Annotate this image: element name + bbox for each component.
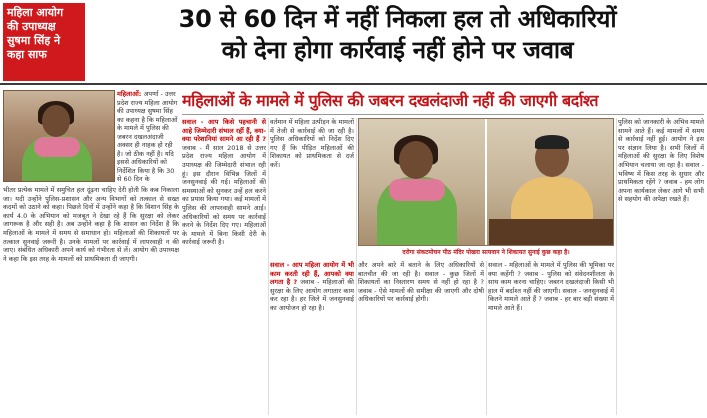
portrait-photo [3,90,115,182]
caption-text: अपर्णा - उत्तर प्रदेश राज्य महिला आयोग की उपाध्यक्ष सुषमा सिंह का कहना है कि महिलाओं के मामले में पुलिस की जबरन दखलअंदाजी अक्सर ही नाहक हो रही है। जो ठीक नहीं है। यदि इससे अधिकारियों को निर्देशित किया है कि 30 से 60 दिन के [117,90,178,182]
article-column-3 [270,261,354,415]
answer-text: जवाब - महिलाओं की सुरक्षा के लिए आयोग लगातार काम कर रहा है। हर जिले में जनसुनवाई का आयोजन हो रहा है। [270,278,354,312]
top-divider [0,83,707,85]
interview-photo-caption: दरोगा संकटमोचन पीठ मंदिर पोखरा सत्यवान ने शिकायत सुनाई कुछ कहा है। [402,249,570,256]
interview-photo [358,118,614,246]
article-column-4: और अपने बारे में बताने के लिए अधिकारियों से बातचीत की जा रही है। सवाल - कुछ जिलों में शिकायतों का निस्तारण समय से नहीं हो रहा है ? जवाब - ऐसे मामलों की समीक्षा की जाएगी और दोषी अधिकारियों पर कार्रवाई होगी। [358,261,484,304]
tag-line: की उपाध्यक्ष [7,20,56,33]
tag-line: महिला आयोग [7,6,64,19]
sub-headline-divider [182,114,704,115]
tag-line: कहा साफ [7,48,47,61]
left-column [3,90,179,415]
answer-text: जवाब - मैं साल 2018 से उत्तर प्रदेश राज्य महिला आयोग में उपाध्यक्ष की जिम्मेदारी संभाल रही हूं। इस दौरान विभिन्न जिलों में जनसुनवाई की गई। महिलाओं की समस्याओं को सुनकर उन्हें हल करने का प्रयास किया गया। कई मामलों में पुलिस की लापरवाही सामने आई। अधिकारियों को समय पर कार्रवाई करने के निर्देश दिए गए। महिलाओं के मामले में बिना किसी देरी के कार्रवाई जरूरी है। [182,143,266,247]
headline-line-2: को देना होगा कार्रवाई नहीं होने पर जवाब [221,36,574,64]
main-headline [95,4,700,66]
article-column-1 [182,118,266,415]
question-text: सवाल - आप किसे पहचानी से आहे जिम्मेदारी संभाल रहीं हैं, क्या-क्या परेशानियां सामने आ रही हैं ? [182,118,266,144]
interview-article [182,90,704,415]
column-rule [268,118,269,415]
caption-label: महिलाओं: [117,90,142,98]
question-text: सवाल - आप महिला आयोग में भी काम करती रही हैं, आपको क्या लगता है ? [270,261,354,287]
tag-line: सुषमा सिंह ने [7,34,61,47]
photo-caption-left [117,90,179,182]
section-tag [3,3,85,81]
column-rule [356,118,357,415]
left-body-text: भीतर प्रत्येक मामले में समुचित हल दूंढ़ना चाहिए देरी होती कि कब निकाला जा। यदी उन्होंने पुलिस-प्रशासन और अन्य विभागों को तत्काल से सख्त कदमों को उठाने को कहा। पिछले दिनों में उन्होंने कहा है कि विशान सिंह के कार्य 4.0 के अभियान को मजबूत ने देखा रहे हैं कि सुरक्षा को लेकर जागरूक है और सही है। अब उन्होंने कहा है कि शासन का निर्देश है कि महिलाओं के मामले में समय से समाधान हो। महिलाओं की शिकायतों पर तत्काल सुनवाई जरूरी है। उनके मामलों पर कार्रवाई में लापरवाही न की जाए। संबंधित अधिकारी अपने कार्य को गंभीरता से लें। आयोग की उपाध्यक्ष ने कहा कि इस तरह के मामलों को प्राथमिकता दी जाएगी। [3,186,179,263]
column-rule [486,261,487,415]
article-column-5: सवाल - महिलाओं के मामले में पुलिस की भूमिका पर क्या कहेंगी ? जवाब - पुलिस को संवेदनशीलता के साथ काम करना चाहिए। जबरन दखलंदाजी किसी भी हाल में बर्दाश्त नहीं की जाएगी। सवाल - जनसुनवाई में कितने मामले आते हैं ? जवाब - हर बार बड़ी संख्या में मामले आते हैं। [488,261,614,312]
headline-line-1: 30 से 60 दिन में नहीं निकला हल तो अधिकारियों [178,5,617,33]
article-column-2: वर्तमान में महिला उत्पीड़न के मामलों में तेजी से कार्रवाई की जा रही है। पुलिस अधिकारियों को निर्देश दिए गए हैं कि पीड़ित महिलाओं की शिकायत को प्राथमिकता से दर्ज करें। [270,118,354,169]
article-column-6: पुलिस को जानकारी के अभिव मामले सामने आते हैं। कई मामलों में समय से कार्रवाई नहीं हुई। आयोग ने इस पर संज्ञान लिया है। सभी जिलों में महिलाओं की सुरक्षा के लिए विशेष अभियान चलाया जा रहा है। सवाल - भविष्य में किस तरह के सुधार और प्राथमिकता रहेंगे ? जवाब - हम लोग अपना कार्यकाल लेकर आगे भी सभी से सहयोग की अपेक्षा रखते हैं। [618,118,704,204]
column-rule [616,118,617,415]
article-sub-headline: महिलाओं के मामले में पुलिस की जबरन दखलंदाजी नहीं की जाएगी बर्दाश्त [182,91,599,110]
